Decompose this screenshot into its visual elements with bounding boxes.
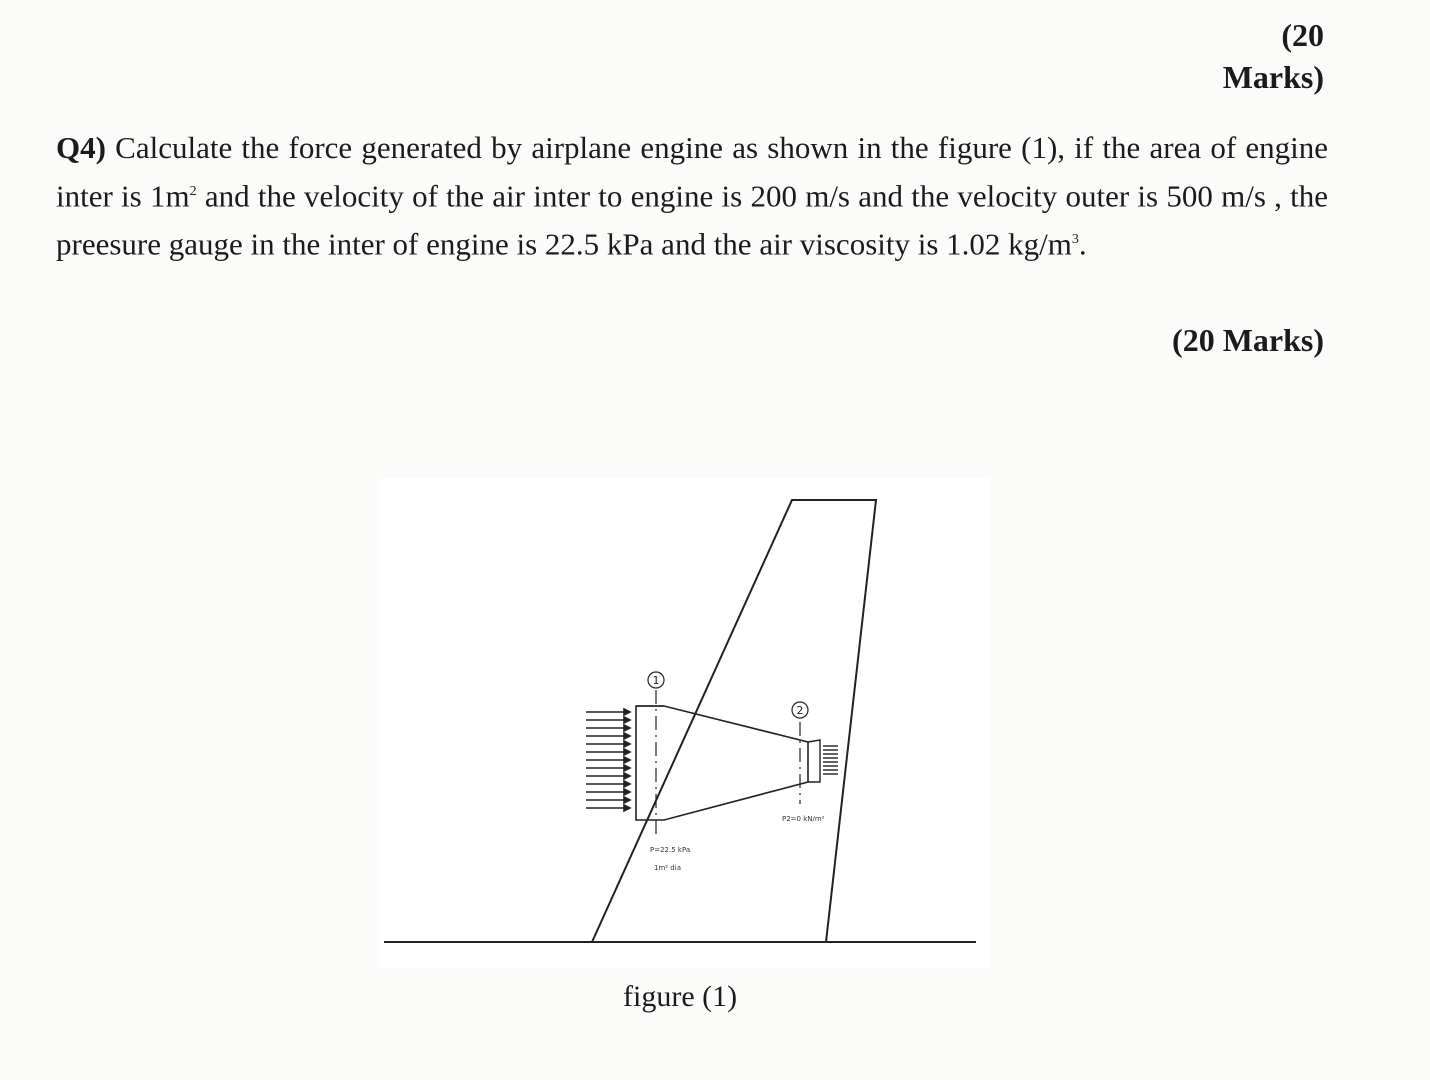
inlet-note-line1: P=22.5 kPa (650, 846, 691, 854)
outlet-note: P2=0 kN/m² (782, 815, 825, 823)
engine-figure (380, 478, 990, 968)
superscript-cubed: 3 (1071, 232, 1079, 248)
marks-header-line1: (20 (1281, 17, 1324, 53)
section-label-1: 1 (652, 674, 660, 687)
question-body-part3: . (1078, 226, 1087, 262)
engine-nacelle (636, 706, 808, 820)
figure-caption: figure (1) (623, 980, 738, 1013)
marks-header-line2: Marks) (1222, 59, 1324, 95)
question-number: Q4) (56, 130, 106, 165)
engine-nozzle (808, 740, 820, 782)
wing-outline (592, 500, 876, 942)
marks-header (1223, 14, 1324, 98)
superscript-squared: 2 (189, 184, 197, 199)
question-text (56, 126, 1328, 267)
inlet-flow-arrows (586, 709, 630, 811)
question-body-part2: and the velocity of the air inter to engine is 200 m/s and the velocity outer is 500 m/s , the preesure gauge in the inter of engine is 22.5 kPa and the air viscosity is 1.02 kg/m (56, 178, 1329, 262)
section-label-2: 2 (796, 704, 804, 717)
inlet-note-line2: 1m² dia (654, 864, 681, 872)
marks-label: (20 Marks) (1172, 322, 1324, 358)
question-body-part1: Calculate the force generated by airplane engine as shown in the figure (1), if the area of engine inter is 1m (56, 130, 1328, 214)
exhaust-flow-lines (823, 746, 838, 774)
engine-diagram (380, 478, 990, 968)
